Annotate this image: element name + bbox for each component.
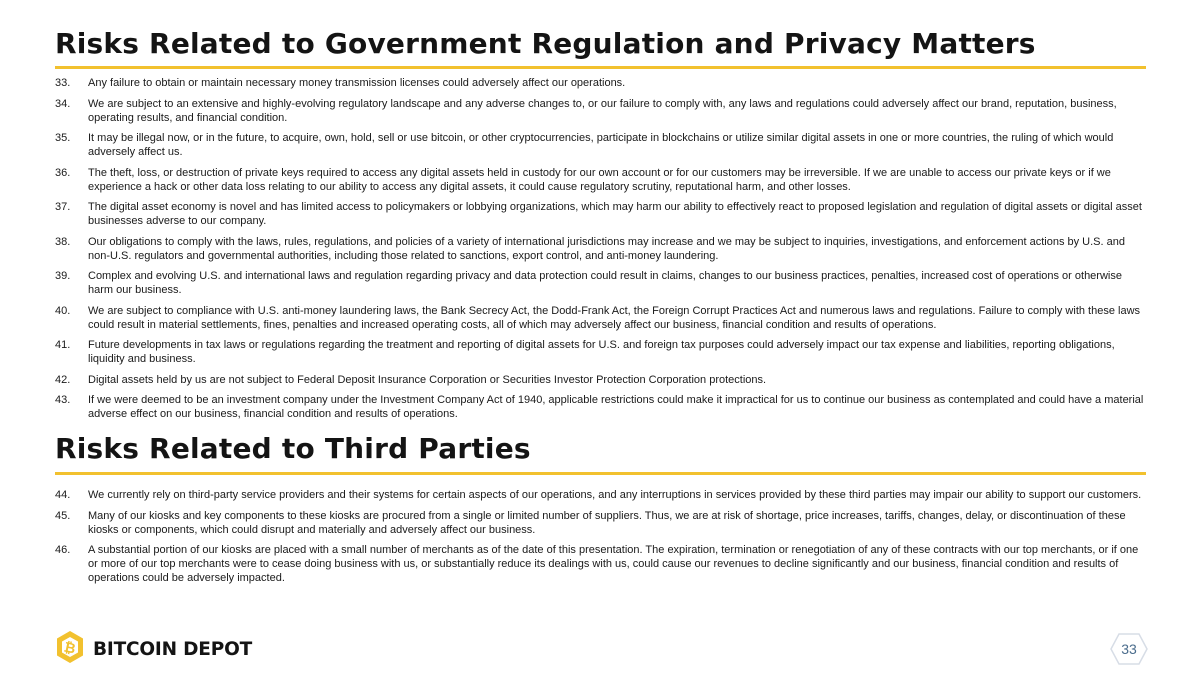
item-text: Any failure to obtain or maintain necessary money transmission licenses could adversely affect our operations. bbox=[88, 77, 626, 89]
item-number: 41. bbox=[55, 339, 71, 351]
page-number: 33 bbox=[1121, 641, 1137, 657]
section-divider bbox=[55, 66, 1146, 69]
item-number: 37. bbox=[55, 201, 71, 213]
item-number: 36. bbox=[55, 166, 71, 179]
section-title-regulation: Risks Related to Government Regulation and Privacy Matters bbox=[55, 27, 1036, 60]
item-text: It may be illegal now, or in the future, to acquire, own, hold, sell or use bitcoin, or other cryptocurrencies, participate in blockchains or utilize similar digital assets in one or more countries, the ruling of which would adversely affect us. bbox=[88, 132, 1114, 158]
item-text: Our obligations to comply with the laws, rules, regulations, and policies of a variety of international jurisdictions may increase and we may be subject to inquiries, investigations, and enforcement actions by U.S. and non-U.S. regulators and governmental authorities, including those related to sanctions, export control, and anti-money laundering. bbox=[88, 235, 1125, 262]
item-text: If we were deemed to be an investment company under the Investment Company Act of 1940, applicable restrictions could make it impractical for us to continue our business as contemplated and could have a material adverse effect on our business, financial condition and results of operations. bbox=[88, 394, 1144, 420]
item-text: Digital assets held by us are not subject to Federal Deposit Insurance Corporation or Securities Investor Protection Corporation protections. bbox=[88, 373, 767, 386]
item-text: We are subject to an extensive and highly-evolving regulatory landscape and any adverse changes to, or our failure to comply with, any laws and regulations could adversely affect our brand, reputation, business, operating results, and financial condition. bbox=[88, 97, 1117, 124]
bitcoin-hexagon-icon bbox=[55, 630, 85, 669]
item-text: A substantial portion of our kiosks are placed with a small number of merchants as of the date of this presentation. The expiration, termination or renegotiation of any of these contracts with our top merchants, or if one or more of our top merchants were to cease doing business with us, or substantially reduce its dealings with us, could cause our revenues to decline significantly and our business, financial condition and results of operations could be adversely impacted. bbox=[88, 544, 1139, 584]
item-number: 44. bbox=[55, 489, 71, 501]
list-item bbox=[55, 131, 1147, 159]
risk-list-third-parties bbox=[55, 488, 1147, 592]
item-number: 43. bbox=[55, 394, 71, 406]
item-number: 34. bbox=[55, 97, 71, 110]
list-item bbox=[55, 304, 1147, 332]
item-text: Complex and evolving U.S. and international laws and regulation regarding privacy and data protection could result in claims, changes to our business practices, penalties, increased cost of operations or otherwise harm our business. bbox=[88, 270, 1122, 296]
list-item bbox=[55, 488, 1147, 502]
item-text: We are subject to compliance with U.S. anti-money laundering laws, the Bank Secrecy Act, the Dodd-Frank Act, the Foreign Corrupt Practices Act and numerous laws and regulations. Failure to comply with these laws could result in material settlements, fines, penalties and increased operating costs, all of which may adversely affect our business, financial condition and results of operations. bbox=[88, 304, 1141, 331]
item-number: 38. bbox=[55, 235, 71, 248]
list-item bbox=[55, 373, 1147, 387]
item-text: We currently rely on third-party service providers and their systems for certain aspects of our operations, and any interruptions in services provided by these third parties may impair our ability to support our customers. bbox=[88, 489, 1142, 501]
item-number: 33. bbox=[55, 77, 71, 89]
list-item bbox=[55, 509, 1147, 537]
list-item bbox=[55, 269, 1147, 297]
risk-list-regulation bbox=[55, 76, 1147, 428]
list-item bbox=[55, 166, 1147, 194]
item-text: The digital asset economy is novel and has limited access to policymakers or lobbying organizations, which may harm our ability to effectively react to proposed legislation and regulation of digital assets or digital asset businesses adverse to our company. bbox=[88, 201, 1142, 227]
item-text: Future developments in tax laws or regulations regarding the treatment and reporting of digital assets for U.S. and foreign tax purposes could adversely impact our tax expense and liabilities, reporting obligations, liquidity and business. bbox=[88, 339, 1115, 365]
list-item bbox=[55, 393, 1147, 421]
list-item bbox=[55, 200, 1147, 228]
list-item bbox=[55, 235, 1147, 263]
item-number: 39. bbox=[55, 270, 71, 282]
item-number: 35. bbox=[55, 132, 71, 144]
list-item bbox=[55, 76, 1147, 90]
list-item bbox=[55, 543, 1147, 585]
company-logo bbox=[55, 632, 252, 666]
item-number: 46. bbox=[55, 544, 71, 556]
item-number: 42. bbox=[55, 373, 71, 386]
page-number-badge bbox=[1110, 633, 1148, 665]
item-number: 40. bbox=[55, 304, 71, 317]
item-text: Many of our kiosks and key components to these kiosks are procured from a single or limited number of suppliers. Thus, we are at risk of shortage, price increases, tariffs, changes, delay, or discontinuation of these kiosks or components, which could disrupt and materially and adversely affect our business. bbox=[88, 509, 1126, 536]
list-item bbox=[55, 97, 1147, 125]
section-title-third-parties: Risks Related to Third Parties bbox=[55, 432, 531, 465]
item-number: 45. bbox=[55, 509, 71, 522]
item-text: The theft, loss, or destruction of private keys required to access any digital assets held in custody for our own account or for our customers may be irreversible. If we are unable to access our private keys or if we experience a hack or other data loss relating to our ability to access any digital assets, it could cause regulatory scrutiny, reputational harm, and other losses. bbox=[88, 166, 1111, 193]
brand-wordmark: BITCOIN DEPOT bbox=[93, 638, 253, 660]
list-item bbox=[55, 338, 1147, 366]
svg-text:₿: ₿ bbox=[62, 638, 77, 657]
section-divider bbox=[55, 472, 1146, 475]
